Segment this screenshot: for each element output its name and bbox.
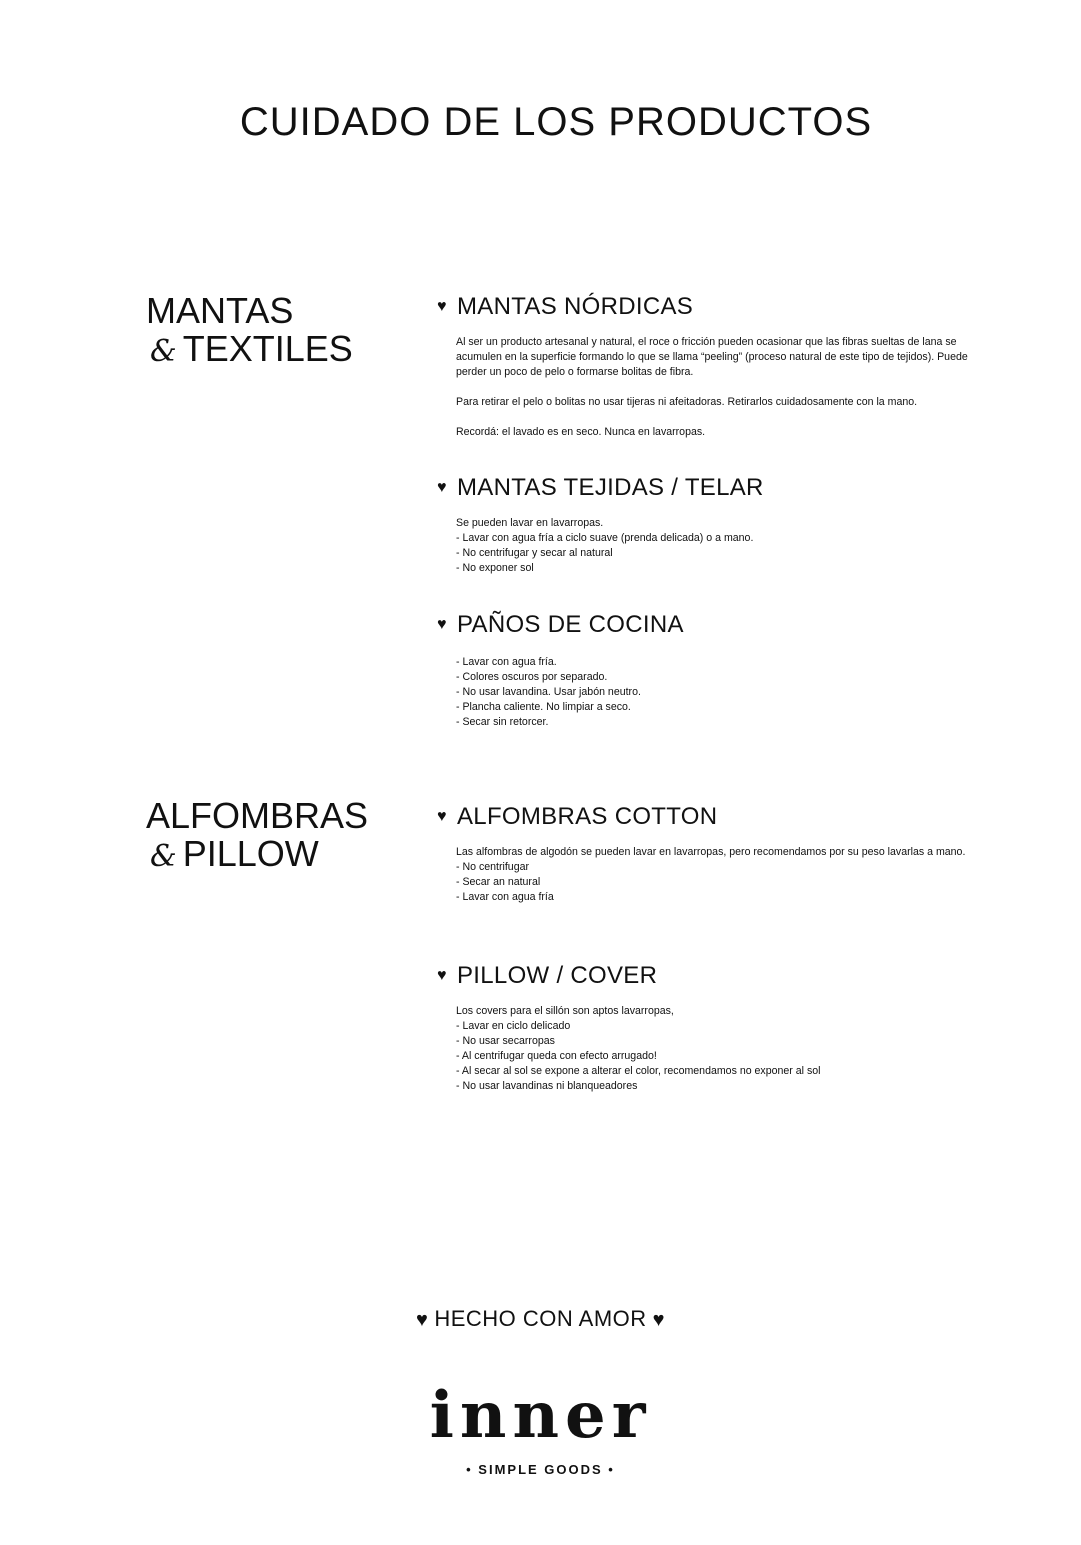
- list-item: Los covers para el sillón son aptos lavarropas,: [456, 1005, 674, 1017]
- paragraph: Para retirar el pelo o bolitas no usar tijeras ni afeitadoras. Retirarlos cuidadosamente con la mano.: [456, 396, 918, 408]
- list-item: - Colores oscuros por separado.: [456, 671, 608, 683]
- category-alfombras-pillow: [146, 797, 368, 876]
- list-item: - No exponer sol: [456, 562, 534, 574]
- section-heading-text: PILLOW / COVER: [457, 962, 658, 989]
- brand-tagline: • SIMPLE GOODS •: [466, 1462, 615, 1477]
- section-heading: [437, 293, 997, 321]
- list-item: - Lavar con agua fría a ciclo suave (prenda delicada) o a mano.: [456, 532, 754, 544]
- heart-icon: ♥: [415, 1309, 429, 1331]
- section-heading: [437, 611, 997, 639]
- list-item: - Secar an natural: [456, 876, 541, 888]
- list-item: - No usar lavandina. Usar jabón neutro.: [456, 686, 641, 698]
- paragraph: Al ser un producto artesanal y natural, el roce o fricción pueden ocasionar que las fibras sueltas de lana se acumulen en la superficie formando lo que se llama “peeling” (proceso natural de este tipo de tejidos). Puede perder un poco de pelo o formarse bolitas de fibra.: [456, 336, 968, 378]
- section-heading-text: ALFOMBRAS COTTON: [457, 803, 718, 830]
- paragraph: Recordá: el lavado es en seco. Nunca en lavarropas.: [456, 426, 706, 438]
- heart-icon: ♥: [437, 479, 447, 496]
- section-body: [456, 655, 997, 730]
- section-heading: [437, 962, 997, 990]
- section-mantas-tejidas: [437, 474, 997, 576]
- list-item: - Al secar al sol se expone a alterar el color, recomendamos no exponer al sol: [456, 1065, 821, 1077]
- list-item: - Secar sin retorcer.: [456, 716, 549, 728]
- ampersand: &: [150, 839, 177, 874]
- heart-icon: ♥: [437, 298, 447, 315]
- category-line1: ALFOMBRAS: [146, 795, 369, 836]
- list-item: Las alfombras de algodón se pueden lavar en lavarropas, pero recomendamos por su peso lavarlas a mano.: [456, 846, 966, 858]
- section-body: [456, 516, 997, 576]
- list-item: - Plancha caliente. No limpiar a seco.: [456, 701, 631, 713]
- heart-icon: ♥: [652, 1309, 666, 1331]
- brand-logo: inner: [429, 1378, 652, 1453]
- love-text: HECHO CON AMOR: [434, 1306, 647, 1331]
- section-body: [456, 335, 997, 440]
- list-item: Se pueden lavar en lavarropas.: [456, 517, 604, 529]
- section-mantas-nordicas: [437, 293, 997, 440]
- section-panos-de-cocina: [437, 611, 997, 730]
- list-item: - Lavar con agua fría.: [456, 656, 557, 668]
- section-heading-text: MANTAS NÓRDICAS: [457, 293, 694, 320]
- heart-icon: ♥: [437, 808, 447, 825]
- list-item: - Lavar con agua fría: [456, 891, 554, 903]
- section-heading: [437, 474, 997, 502]
- list-item: - Lavar en ciclo delicado: [456, 1020, 571, 1032]
- section-body: [456, 1004, 997, 1094]
- section-heading-text: PAÑOS DE COCINA: [457, 611, 684, 638]
- list-item: - No usar lavandinas ni blanqueadores: [456, 1080, 638, 1092]
- section-heading: [437, 803, 997, 831]
- category-line2: TEXTILES: [182, 328, 353, 369]
- list-item: - No centrifugar: [456, 861, 530, 873]
- section-body: [456, 845, 997, 905]
- section-alfombras-cotton: [437, 803, 997, 905]
- heart-icon: ♥: [437, 967, 447, 984]
- section-pillow-cover: [437, 962, 997, 1094]
- list-item: - Al centrifugar queda con efecto arrugado!: [456, 1050, 657, 1062]
- list-item: - No usar secarropas: [456, 1035, 555, 1047]
- footer-love-line: [0, 1306, 1081, 1332]
- list-item: - No centrifugar y secar al natural: [456, 547, 613, 559]
- category-line1: MANTAS: [146, 290, 294, 331]
- category-mantas-textiles: [146, 292, 353, 371]
- page-title: CUIDADO DE LOS PRODUCTOS: [239, 100, 873, 144]
- section-heading-text: MANTAS TEJIDAS / TELAR: [457, 474, 764, 501]
- category-line2: PILLOW: [182, 833, 319, 874]
- ampersand: &: [150, 334, 177, 369]
- heart-icon: ♥: [437, 616, 447, 633]
